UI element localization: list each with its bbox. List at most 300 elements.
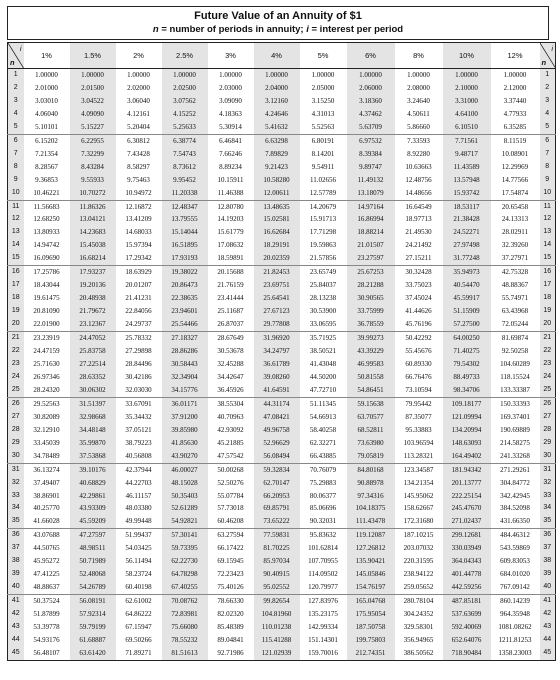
factor-cell: 62.70147 bbox=[254, 477, 300, 490]
factor-cell: 36.01171 bbox=[162, 397, 208, 410]
factor-cell: 33.75023 bbox=[405, 281, 432, 290]
factor-cell: 238.94122 bbox=[403, 570, 434, 579]
factor-cell: 19.20136 bbox=[70, 279, 116, 292]
factor-cell: 2.10000 bbox=[443, 82, 491, 95]
period-number-left: 10 bbox=[8, 187, 24, 200]
factor-cell: 82.02320 bbox=[217, 610, 244, 619]
factor-cell: 48.98511 bbox=[70, 542, 116, 555]
factor-cell: 148.63093 bbox=[443, 437, 491, 450]
factor-cell: 23.65749 bbox=[309, 268, 337, 277]
factor-cell: 70.08762 bbox=[162, 595, 208, 608]
factor-cell: 95.02552 bbox=[254, 581, 300, 594]
table-row bbox=[8, 279, 556, 292]
factor-cell: 79.95442 bbox=[405, 399, 432, 408]
factor-cell: 3.06040 bbox=[127, 96, 150, 105]
factor-cell: 401.44778 bbox=[443, 568, 491, 581]
table-row bbox=[8, 239, 556, 252]
factor-cell: 6.80191 bbox=[311, 136, 335, 145]
factor-cell: 17.25786 bbox=[33, 268, 60, 277]
table-row bbox=[8, 502, 556, 515]
period-number-left: 21 bbox=[8, 332, 24, 345]
factor-cell: 3.31000 bbox=[443, 95, 491, 108]
period-number-left: 18 bbox=[8, 292, 24, 305]
period-number-left: 19 bbox=[8, 305, 24, 318]
factor-cell: 187.50758 bbox=[347, 621, 395, 634]
factor-cell: 18.63929 bbox=[125, 268, 152, 277]
factor-cell: 8.73612 bbox=[162, 161, 208, 174]
factor-cell: 2.12000 bbox=[503, 83, 527, 92]
factor-cell: 50.00268 bbox=[217, 465, 244, 474]
factor-cell: 142.99334 bbox=[308, 623, 338, 632]
period-number-left: 34 bbox=[8, 502, 24, 515]
period-number-right: 10 bbox=[540, 187, 556, 200]
factor-cell: 32.98668 bbox=[70, 411, 116, 424]
factor-cell: 28.24320 bbox=[24, 384, 70, 397]
factor-cell: 159.70016 bbox=[300, 647, 347, 660]
factor-cell: 15.45038 bbox=[70, 239, 116, 252]
factor-cell: 20.15688 bbox=[217, 268, 244, 277]
period-number-left: 35 bbox=[8, 515, 24, 528]
factor-cell: 17.71298 bbox=[309, 228, 337, 237]
factor-cell: 9.36853 bbox=[35, 175, 58, 184]
factor-cell: 172.31680 bbox=[395, 515, 443, 528]
factor-cell: 51.87899 bbox=[33, 610, 60, 619]
factor-cell: 57.73018 bbox=[217, 504, 244, 513]
factor-cell: 212.74351 bbox=[347, 647, 395, 660]
factor-cell: 1.00000 bbox=[311, 71, 335, 79]
factor-cell: 40.68829 bbox=[70, 477, 116, 490]
factor-cell: 48.03380 bbox=[125, 504, 152, 513]
factor-cell: 69.85791 bbox=[254, 502, 300, 515]
factor-cell: 64.00250 bbox=[443, 332, 491, 345]
period-number-right: 41 bbox=[540, 595, 556, 608]
factor-cell: 27.15211 bbox=[395, 252, 443, 265]
table-row bbox=[8, 411, 556, 424]
factor-cell: 41.64591 bbox=[254, 384, 300, 397]
factor-cell: 10.08901 bbox=[501, 149, 529, 158]
factor-cell: 5.86660 bbox=[395, 121, 443, 134]
factor-cell: 52.61289 bbox=[162, 502, 208, 515]
period-number-left: 16 bbox=[8, 266, 24, 279]
factor-cell: 6.10510 bbox=[443, 121, 491, 134]
period-number-right: 11 bbox=[540, 200, 556, 213]
period-number-right: 25 bbox=[540, 384, 556, 397]
factor-cell: 203.07032 bbox=[403, 544, 434, 553]
factor-cell: 51.11345 bbox=[310, 399, 336, 408]
factor-cell: 64.78298 bbox=[162, 568, 208, 581]
factor-cell: 684.01020 bbox=[500, 570, 530, 579]
period-number-right: 12 bbox=[540, 213, 556, 226]
factor-cell: 1.00000 bbox=[35, 71, 58, 79]
factor-cell: 104.81960 bbox=[254, 608, 300, 621]
table-header bbox=[8, 43, 556, 69]
factor-cell: 62.22730 bbox=[162, 555, 208, 568]
factor-cell: 356.94965 bbox=[403, 635, 434, 644]
factor-cell: 32.03030 bbox=[116, 384, 162, 397]
period-number-right: 17 bbox=[540, 279, 556, 292]
factor-cell: 66.43885 bbox=[300, 450, 347, 463]
factor-cell: 54.66913 bbox=[309, 412, 337, 421]
factor-cell: 6.15202 bbox=[35, 136, 58, 145]
factor-cell: 1.00000 bbox=[127, 71, 150, 79]
factor-cell: 20.65458 bbox=[501, 202, 529, 211]
factor-cell: 15.93742 bbox=[443, 187, 491, 200]
factor-cell: 3.04522 bbox=[70, 95, 116, 108]
table-row bbox=[8, 82, 556, 95]
factor-cell: 40.70963 bbox=[217, 412, 244, 421]
rate-header-6: 5% bbox=[300, 43, 347, 69]
factor-cell: 44.50765 bbox=[33, 544, 60, 553]
period-number-right: 39 bbox=[540, 568, 556, 581]
period-number-right: 33 bbox=[540, 490, 556, 503]
factor-cell: 28.86286 bbox=[162, 345, 208, 358]
factor-cell: 165.04768 bbox=[347, 595, 395, 608]
factor-cell: 84.80168 bbox=[347, 463, 395, 476]
factor-cell: 34.24797 bbox=[254, 345, 300, 358]
factor-cell: 31.96920 bbox=[254, 332, 300, 345]
factor-cell: 14.23683 bbox=[70, 226, 116, 239]
factor-cell: 98.34706 bbox=[443, 384, 491, 397]
factor-cell: 9.55933 bbox=[70, 174, 116, 187]
factor-cell: 81.70225 bbox=[254, 542, 300, 555]
factor-cell: 21.79672 bbox=[70, 305, 116, 318]
factor-cell: 17.08632 bbox=[217, 241, 244, 250]
period-number-right: 8 bbox=[540, 161, 556, 174]
rate-header-0: 1% bbox=[24, 43, 70, 69]
factor-cell: 30.42186 bbox=[125, 372, 152, 381]
factor-cell: 51.99437 bbox=[125, 531, 152, 540]
table-row bbox=[8, 529, 556, 542]
factor-cell: 5.30914 bbox=[208, 121, 254, 134]
period-number-left: 44 bbox=[8, 634, 24, 647]
factor-cell: 134.20994 bbox=[443, 424, 491, 437]
factor-cell: 16.68214 bbox=[70, 252, 116, 265]
period-number-left: 27 bbox=[8, 411, 24, 424]
factor-cell: 201.13777 bbox=[443, 477, 491, 490]
factor-cell: 145.95062 bbox=[403, 491, 434, 500]
factor-cell: 5.15227 bbox=[70, 121, 116, 134]
period-number-right: 43 bbox=[540, 621, 556, 634]
factor-cell: 110.01238 bbox=[254, 621, 300, 634]
corner-i-label: i bbox=[19, 44, 22, 53]
factor-cell: 1.00000 bbox=[162, 69, 208, 82]
factor-cell: 2.04000 bbox=[254, 82, 300, 95]
factor-cell: 33.75999 bbox=[347, 305, 395, 318]
factor-cell: 4.06040 bbox=[35, 109, 58, 118]
table-row bbox=[8, 266, 556, 279]
factor-cell: 67.40255 bbox=[162, 581, 208, 594]
factor-cell: 384.52098 bbox=[500, 504, 530, 513]
factor-cell: 40.54470 bbox=[443, 279, 491, 292]
factor-cell: 158.62667 bbox=[403, 504, 434, 513]
factor-cell: 39.99273 bbox=[347, 332, 395, 345]
table-row bbox=[8, 213, 556, 226]
factor-cell: 90.40915 bbox=[254, 568, 300, 581]
factor-cell: 487.85181 bbox=[443, 595, 491, 608]
factor-cell: 10.58280 bbox=[254, 174, 300, 187]
table-row bbox=[8, 608, 556, 621]
factor-cell: 21.38428 bbox=[443, 213, 491, 226]
factor-cell: 75.66080 bbox=[162, 621, 208, 634]
factor-cell: 304.24352 bbox=[403, 610, 434, 619]
factor-cell: 27.67123 bbox=[254, 305, 300, 318]
factor-cell: 23.23919 bbox=[33, 334, 60, 343]
factor-cell: 8.92280 bbox=[407, 149, 430, 158]
factor-cell: 6.97532 bbox=[347, 134, 395, 147]
factor-cell: 442.59256 bbox=[443, 581, 491, 594]
factor-cell: 3.37440 bbox=[503, 96, 527, 105]
future-value-table bbox=[7, 42, 556, 661]
factor-cell: 214.58275 bbox=[500, 438, 530, 447]
factor-cell: 199.75803 bbox=[347, 634, 395, 647]
rate-header-1: 1.5% bbox=[70, 43, 116, 69]
factor-cell: 50.35403 bbox=[162, 490, 208, 503]
factor-cell: 18.97713 bbox=[405, 215, 432, 224]
factor-cell: 35.94973 bbox=[443, 266, 491, 279]
factor-cell: 25.71630 bbox=[33, 359, 60, 368]
factor-cell: 5.63709 bbox=[347, 121, 395, 134]
period-number-right: 9 bbox=[540, 174, 556, 187]
factor-cell: 11.02656 bbox=[310, 175, 336, 184]
subtitle-i-var: i bbox=[306, 24, 309, 35]
factor-cell: 11.86326 bbox=[70, 200, 116, 213]
factor-cell: 12.57789 bbox=[300, 187, 347, 200]
period-number-right: 14 bbox=[540, 239, 556, 252]
factor-cell: 57.92314 bbox=[70, 608, 116, 621]
factor-cell: 37.53868 bbox=[70, 450, 116, 463]
factor-cell: 39.08260 bbox=[254, 371, 300, 384]
factor-cell: 3.03010 bbox=[35, 96, 58, 105]
factor-cell: 5.52563 bbox=[300, 121, 347, 134]
factor-cell: 1211.81253 bbox=[498, 635, 532, 644]
factor-cell: 16.09690 bbox=[24, 252, 70, 265]
factor-cell: 45.76196 bbox=[395, 318, 443, 331]
factor-cell: 135.90421 bbox=[347, 555, 395, 568]
factor-cell: 89.04841 bbox=[217, 635, 244, 644]
rate-header-3: 2.5% bbox=[162, 43, 208, 69]
factor-cell: 41.66028 bbox=[24, 515, 70, 528]
factor-cell: 280.78104 bbox=[403, 597, 434, 606]
factor-cell: 2.06000 bbox=[347, 82, 395, 95]
factor-cell: 1.00000 bbox=[254, 69, 300, 82]
factor-cell: 28.13238 bbox=[309, 294, 337, 303]
table-row bbox=[8, 69, 556, 82]
factor-cell: 45.59209 bbox=[70, 515, 116, 528]
factor-cell: 59.73395 bbox=[162, 542, 208, 555]
factor-cell: 7.89829 bbox=[254, 148, 300, 161]
factor-cell: 9.95452 bbox=[162, 174, 208, 187]
period-number-left: 25 bbox=[8, 384, 24, 397]
period-number-left: 26 bbox=[8, 397, 24, 410]
period-number-left: 39 bbox=[8, 568, 24, 581]
period-number-right: 18 bbox=[540, 292, 556, 305]
factor-cell: 31.51397 bbox=[70, 397, 116, 410]
table-row bbox=[8, 187, 556, 200]
factor-cell: 8.58297 bbox=[127, 162, 150, 171]
factor-cell: 1.00000 bbox=[219, 71, 242, 79]
factor-cell: 299.12681 bbox=[443, 529, 491, 542]
factor-cell: 19.38022 bbox=[162, 266, 208, 279]
period-number-left: 42 bbox=[8, 608, 24, 621]
factor-cell: 23.27597 bbox=[347, 252, 395, 265]
factor-cell: 30.32428 bbox=[405, 268, 432, 277]
factor-cell: 63.43968 bbox=[501, 307, 529, 316]
factor-cell: 118.15524 bbox=[500, 372, 530, 381]
factor-cell: 92.71986 bbox=[208, 647, 254, 660]
period-number-right: 36 bbox=[540, 529, 556, 542]
factor-cell: 64.86222 bbox=[125, 610, 152, 619]
factor-cell: 652.64076 bbox=[443, 634, 491, 647]
factor-cell: 63.61420 bbox=[70, 647, 116, 660]
factor-cell: 54.93176 bbox=[33, 635, 60, 644]
factor-cell: 41.44626 bbox=[405, 307, 432, 316]
factor-cell: 27.29898 bbox=[125, 347, 152, 356]
table-row bbox=[8, 437, 556, 450]
factor-cell: 13.80933 bbox=[33, 228, 60, 237]
factor-cell: 48.15028 bbox=[162, 477, 208, 490]
period-number-right: 15 bbox=[540, 252, 556, 265]
factor-cell: 25.83758 bbox=[70, 345, 116, 358]
table-row bbox=[8, 371, 556, 384]
period-number-right: 42 bbox=[540, 608, 556, 621]
factor-cell: 17.93193 bbox=[162, 252, 208, 265]
rate-header-10: 12% bbox=[491, 43, 540, 69]
factor-cell: 1358.23003 bbox=[491, 647, 540, 660]
factor-cell: 3.12160 bbox=[254, 95, 300, 108]
factor-cell: 13.41209 bbox=[125, 215, 152, 224]
corner-cell-left bbox=[8, 43, 24, 69]
factor-cell: 3.15250 bbox=[311, 96, 335, 105]
period-number-left: 4 bbox=[8, 108, 24, 121]
factor-cell: 14.19203 bbox=[217, 215, 244, 224]
factor-cell: 3.09090 bbox=[219, 96, 242, 105]
table-row bbox=[8, 397, 556, 410]
factor-cell: 121.09994 bbox=[443, 411, 491, 424]
period-number-left: 9 bbox=[8, 174, 24, 187]
factor-cell: 56.08191 bbox=[70, 595, 116, 608]
factor-cell: 26.97346 bbox=[33, 372, 60, 381]
factor-cell: 537.63699 bbox=[443, 608, 491, 621]
period-number-left: 15 bbox=[8, 252, 24, 265]
factor-cell: 73.65222 bbox=[254, 515, 300, 528]
table-row bbox=[8, 134, 556, 147]
factor-cell: 154.76197 bbox=[347, 581, 395, 594]
factor-cell: 8.14201 bbox=[311, 149, 335, 158]
period-number-right: 29 bbox=[540, 437, 556, 450]
factor-cell: 69.15945 bbox=[217, 557, 244, 566]
factor-cell: 59.32834 bbox=[254, 463, 300, 476]
period-number-left: 12 bbox=[8, 213, 24, 226]
factor-cell: 39.85980 bbox=[162, 424, 208, 437]
factor-cell: 4.37462 bbox=[347, 108, 395, 121]
factor-cell: 6.35285 bbox=[491, 121, 540, 134]
factor-cell: 12.00611 bbox=[254, 187, 300, 200]
factor-cell: 6.46841 bbox=[219, 136, 242, 145]
period-number-right: 4 bbox=[540, 108, 556, 121]
factor-cell: 35.71925 bbox=[309, 334, 337, 343]
factor-cell: 16.64549 bbox=[405, 202, 432, 211]
period-number-right: 31 bbox=[540, 463, 556, 476]
factor-cell: 45.21885 bbox=[217, 438, 244, 447]
factor-cell: 12.29969 bbox=[501, 162, 529, 171]
factor-cell: 7.43428 bbox=[127, 149, 150, 158]
factor-cell: 48.88637 bbox=[24, 581, 70, 594]
factor-cell: 99.82654 bbox=[254, 595, 300, 608]
factor-cell: 342.42945 bbox=[500, 491, 530, 500]
factor-cell: 28.67649 bbox=[217, 334, 244, 343]
factor-cell: 7.71561 bbox=[443, 134, 491, 147]
factor-cell: 10.46221 bbox=[24, 187, 70, 200]
period-number-left: 33 bbox=[8, 490, 24, 503]
factor-cell: 4.77933 bbox=[503, 109, 527, 118]
factor-cell: 46.11157 bbox=[125, 491, 152, 500]
factor-cell: 42.75328 bbox=[501, 268, 529, 277]
factor-cell: 30.53900 bbox=[309, 307, 337, 316]
factor-cell: 59.79199 bbox=[70, 621, 116, 634]
factor-cell: 127.26812 bbox=[347, 542, 395, 555]
table-row bbox=[8, 161, 556, 174]
factor-cell: 23.12367 bbox=[70, 318, 116, 331]
factor-cell: 104.60289 bbox=[500, 359, 530, 368]
period-number-right: 20 bbox=[540, 318, 556, 331]
factor-cell: 43.39229 bbox=[347, 345, 395, 358]
factor-cell: 15.61779 bbox=[217, 228, 244, 237]
factor-cell: 28.63352 bbox=[70, 371, 116, 384]
table-row bbox=[8, 595, 556, 608]
factor-cell: 14.94742 bbox=[33, 241, 60, 250]
factor-cell: 5.20404 bbox=[116, 121, 162, 134]
factor-cell: 30.06302 bbox=[70, 384, 116, 397]
factor-cell: 1.00000 bbox=[503, 71, 527, 79]
period-number-left: 31 bbox=[8, 463, 24, 476]
factor-cell: 25.64541 bbox=[254, 292, 300, 305]
factor-cell: 54.92821 bbox=[162, 515, 208, 528]
factor-cell: 18.88214 bbox=[347, 226, 395, 239]
factor-cell: 32.34904 bbox=[162, 371, 208, 384]
period-number-right: 35 bbox=[540, 515, 556, 528]
period-number-left: 7 bbox=[8, 148, 24, 161]
factor-cell: 43.93309 bbox=[70, 502, 116, 515]
factor-cell: 24.52271 bbox=[443, 226, 491, 239]
factor-cell: 175.95054 bbox=[347, 608, 395, 621]
factor-cell: 9.75463 bbox=[127, 175, 150, 184]
factor-cell: 55.07784 bbox=[217, 491, 244, 500]
factor-cell: 30.90565 bbox=[347, 292, 395, 305]
period-number-right: 32 bbox=[540, 477, 556, 490]
factor-cell: 10.63663 bbox=[405, 162, 432, 171]
factor-cell: 60.46208 bbox=[208, 515, 254, 528]
factor-cell: 73.63980 bbox=[347, 437, 395, 450]
factor-cell: 14.68033 bbox=[125, 228, 152, 237]
table-row bbox=[8, 121, 556, 134]
factor-cell: 24.47052 bbox=[70, 332, 116, 345]
factor-cell: 36.13274 bbox=[33, 465, 60, 474]
table-row bbox=[8, 252, 556, 265]
period-number-left: 1 bbox=[8, 69, 24, 82]
factor-cell: 34.42647 bbox=[217, 372, 244, 381]
table-row bbox=[8, 542, 556, 555]
factor-cell: 90.88978 bbox=[347, 477, 395, 490]
factor-cell: 1.00000 bbox=[407, 71, 430, 79]
factor-cell: 16.86994 bbox=[347, 213, 395, 226]
factor-cell: 43.90270 bbox=[162, 450, 208, 463]
period-number-right: 37 bbox=[540, 542, 556, 555]
table-row bbox=[8, 463, 556, 476]
subtitle-i-text: = interest per period bbox=[308, 24, 404, 35]
subtitle-n-var: n bbox=[152, 24, 159, 35]
factor-cell: 63.27594 bbox=[217, 531, 244, 540]
factor-cell: 3.24640 bbox=[407, 96, 430, 105]
